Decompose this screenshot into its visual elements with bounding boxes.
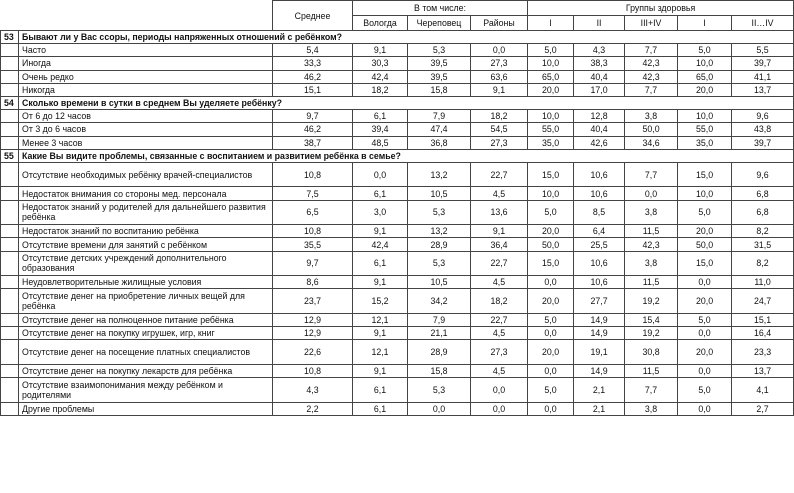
value-cell: 8,2	[732, 225, 794, 238]
answer-label: Недостаток знаний по воспитанию ребёнка	[19, 225, 273, 238]
value-cell: 15,0	[678, 162, 732, 187]
value-cell: 10,8	[273, 364, 353, 377]
value-cell: 28,9	[408, 340, 471, 365]
row-number-cell	[1, 110, 19, 123]
value-cell: 6,4	[574, 225, 625, 238]
value-cell: 19,2	[625, 327, 678, 340]
value-cell: 6,8	[732, 187, 794, 200]
value-cell: 8,2	[732, 251, 794, 276]
row-number-cell	[1, 314, 19, 327]
answer-row	[1, 289, 794, 314]
value-cell: 20,0	[678, 340, 732, 365]
value-cell: 50,0	[678, 238, 732, 251]
value-cell: 15,8	[408, 364, 471, 377]
answer-row	[1, 123, 794, 136]
value-cell: 34,2	[408, 289, 471, 314]
value-cell: 38,3	[574, 57, 625, 70]
value-cell: 0,0	[678, 327, 732, 340]
value-cell: 10,6	[574, 276, 625, 289]
row-number-cell	[1, 251, 19, 276]
value-cell: 23,3	[732, 340, 794, 365]
answer-row	[1, 110, 794, 123]
value-cell: 50,0	[625, 123, 678, 136]
answer-label: Отсутствие денег на приобретение личных вещей для ребёнка	[19, 289, 273, 314]
value-cell: 27,3	[471, 340, 528, 365]
value-cell: 0,0	[528, 402, 574, 415]
value-cell: 22,7	[471, 314, 528, 327]
question-number: 55	[1, 149, 19, 162]
value-cell: 27,3	[471, 57, 528, 70]
value-cell: 15,1	[273, 83, 353, 96]
value-cell: 41,1	[732, 70, 794, 83]
value-cell: 13,2	[408, 162, 471, 187]
value-cell: 5,5	[732, 44, 794, 57]
value-cell: 13,2	[408, 225, 471, 238]
value-cell: 4,3	[574, 44, 625, 57]
value-cell: 5,4	[273, 44, 353, 57]
answer-label: Отсутствие детских учреждений дополнительного образования	[19, 251, 273, 276]
answer-row	[1, 136, 794, 149]
answer-row	[1, 402, 794, 415]
value-cell: 15,2	[353, 289, 408, 314]
value-cell: 5,0	[528, 378, 574, 403]
row-number-cell	[1, 83, 19, 96]
value-cell: 46,2	[273, 70, 353, 83]
header-health-3-4: III+IV	[625, 16, 678, 31]
value-cell: 50,0	[528, 238, 574, 251]
value-cell: 7,7	[625, 44, 678, 57]
answer-label: Отсутствие времени для занятий с ребёнком	[19, 238, 273, 251]
value-cell: 10,5	[408, 276, 471, 289]
value-cell: 3,8	[625, 251, 678, 276]
value-cell: 3,8	[625, 200, 678, 225]
value-cell: 4,5	[471, 327, 528, 340]
value-cell: 65,0	[528, 70, 574, 83]
value-cell: 22,6	[273, 340, 353, 365]
value-cell: 10,6	[574, 251, 625, 276]
answer-label: От 6 до 12 часов	[19, 110, 273, 123]
answer-label: Иногда	[19, 57, 273, 70]
value-cell: 13,7	[732, 364, 794, 377]
value-cell: 30,3	[353, 57, 408, 70]
value-cell: 35,0	[528, 136, 574, 149]
value-cell: 12,1	[353, 314, 408, 327]
value-cell: 42,4	[353, 70, 408, 83]
value-cell: 22,7	[471, 251, 528, 276]
value-cell: 7,9	[408, 314, 471, 327]
value-cell: 2,1	[574, 402, 625, 415]
value-cell: 40,4	[574, 123, 625, 136]
value-cell: 6,1	[353, 378, 408, 403]
value-cell: 6,5	[273, 200, 353, 225]
value-cell: 12,8	[574, 110, 625, 123]
row-number-cell	[1, 327, 19, 340]
value-cell: 48,5	[353, 136, 408, 149]
value-cell: 10,6	[574, 162, 625, 187]
value-cell: 42,6	[574, 136, 625, 149]
value-cell: 10,6	[574, 187, 625, 200]
header-region-districts: Районы	[471, 16, 528, 31]
answer-label: Недостаток знаний у родителей для дальнейшего развития ребёнка	[19, 200, 273, 225]
row-number-cell	[1, 238, 19, 251]
answer-row	[1, 327, 794, 340]
value-cell: 4,1	[732, 378, 794, 403]
value-cell: 5,3	[408, 200, 471, 225]
value-cell: 10,0	[678, 187, 732, 200]
value-cell: 2,7	[732, 402, 794, 415]
row-number-cell	[1, 136, 19, 149]
header-health-groups: Группы здоровья	[528, 1, 794, 16]
value-cell: 11,5	[625, 225, 678, 238]
row-number-cell	[1, 187, 19, 200]
value-cell: 39,5	[408, 57, 471, 70]
value-cell: 20,0	[528, 83, 574, 96]
answer-label: Отсутствие денег на покупку игрушек, игр, книг	[19, 327, 273, 340]
value-cell: 35,0	[678, 136, 732, 149]
value-cell: 5,0	[528, 44, 574, 57]
value-cell: 9,6	[732, 162, 794, 187]
answer-row	[1, 251, 794, 276]
value-cell: 18,2	[353, 83, 408, 96]
answer-label: Отсутствие денег на посещение платных специалистов	[19, 340, 273, 365]
question-text: Бывают ли у Вас ссоры, периоды напряженных отношений с ребёнком?	[19, 31, 794, 44]
value-cell: 7,7	[625, 162, 678, 187]
question-number: 54	[1, 96, 19, 109]
header-health-1-b: I	[678, 16, 732, 31]
header-average: Среднее	[273, 1, 353, 31]
row-number-cell	[1, 123, 19, 136]
value-cell: 21,1	[408, 327, 471, 340]
value-cell: 4,5	[471, 276, 528, 289]
value-cell: 24,7	[732, 289, 794, 314]
value-cell: 10,8	[273, 162, 353, 187]
value-cell: 40,4	[574, 70, 625, 83]
row-number-cell	[1, 57, 19, 70]
value-cell: 22,7	[471, 162, 528, 187]
answer-label: Часто	[19, 44, 273, 57]
value-cell: 15,0	[528, 162, 574, 187]
row-number-cell	[1, 70, 19, 83]
value-cell: 31,5	[732, 238, 794, 251]
value-cell: 14,9	[574, 327, 625, 340]
value-cell: 0,0	[471, 378, 528, 403]
value-cell: 7,7	[625, 83, 678, 96]
value-cell: 27,3	[471, 136, 528, 149]
answer-label: Другие проблемы	[19, 402, 273, 415]
answer-row	[1, 44, 794, 57]
value-cell: 5,0	[528, 200, 574, 225]
answer-row	[1, 187, 794, 200]
value-cell: 6,8	[732, 200, 794, 225]
value-cell: 5,0	[678, 314, 732, 327]
value-cell: 0,0	[471, 402, 528, 415]
value-cell: 20,0	[678, 289, 732, 314]
value-cell: 5,3	[408, 44, 471, 57]
value-cell: 12,9	[273, 327, 353, 340]
value-cell: 9,1	[471, 83, 528, 96]
value-cell: 65,0	[678, 70, 732, 83]
value-cell: 46,2	[273, 123, 353, 136]
answer-row	[1, 364, 794, 377]
value-cell: 11,5	[625, 364, 678, 377]
value-cell: 13,6	[471, 200, 528, 225]
value-cell: 0,0	[678, 364, 732, 377]
value-cell: 12,9	[273, 314, 353, 327]
value-cell: 55,0	[678, 123, 732, 136]
value-cell: 10,0	[678, 57, 732, 70]
value-cell: 3,8	[625, 110, 678, 123]
value-cell: 15,0	[678, 251, 732, 276]
value-cell: 5,0	[678, 200, 732, 225]
question-number: 53	[1, 31, 19, 44]
value-cell: 2,2	[273, 402, 353, 415]
row-number-cell	[1, 289, 19, 314]
header-blank-cell	[1, 1, 273, 31]
value-cell: 39,7	[732, 136, 794, 149]
value-cell: 0,0	[471, 44, 528, 57]
answer-row	[1, 340, 794, 365]
value-cell: 4,3	[273, 378, 353, 403]
value-cell: 9,7	[273, 251, 353, 276]
value-cell: 15,1	[732, 314, 794, 327]
answer-label: Никогда	[19, 83, 273, 96]
value-cell: 17,0	[574, 83, 625, 96]
value-cell: 9,1	[471, 225, 528, 238]
value-cell: 2,1	[574, 378, 625, 403]
row-number-cell	[1, 276, 19, 289]
answer-row	[1, 314, 794, 327]
value-cell: 10,8	[273, 225, 353, 238]
value-cell: 3,8	[625, 402, 678, 415]
row-number-cell	[1, 340, 19, 365]
value-cell: 63,6	[471, 70, 528, 83]
value-cell: 33,3	[273, 57, 353, 70]
value-cell: 10,0	[528, 57, 574, 70]
value-cell: 11,5	[625, 276, 678, 289]
question-row	[1, 96, 794, 109]
value-cell: 7,5	[273, 187, 353, 200]
value-cell: 20,0	[528, 289, 574, 314]
header-health-2: II	[574, 16, 625, 31]
row-number-cell	[1, 364, 19, 377]
value-cell: 8,5	[574, 200, 625, 225]
value-cell: 9,1	[353, 44, 408, 57]
value-cell: 54,5	[471, 123, 528, 136]
question-text: Какие Вы видите проблемы, связанные с воспитанием и развитием ребёнка в семье?	[19, 149, 794, 162]
value-cell: 36,4	[471, 238, 528, 251]
value-cell: 30,8	[625, 340, 678, 365]
question-row	[1, 149, 794, 162]
value-cell: 38,7	[273, 136, 353, 149]
value-cell: 27,7	[574, 289, 625, 314]
row-number-cell	[1, 225, 19, 238]
value-cell: 39,4	[353, 123, 408, 136]
value-cell: 5,0	[528, 314, 574, 327]
value-cell: 9,1	[353, 225, 408, 238]
value-cell: 3,0	[353, 200, 408, 225]
row-number-cell	[1, 200, 19, 225]
value-cell: 14,9	[574, 364, 625, 377]
value-cell: 0,0	[528, 276, 574, 289]
row-number-cell	[1, 402, 19, 415]
answer-row	[1, 225, 794, 238]
value-cell: 4,5	[471, 364, 528, 377]
survey-table-body	[1, 1, 794, 416]
value-cell: 10,0	[678, 110, 732, 123]
value-cell: 9,7	[273, 110, 353, 123]
value-cell: 19,1	[574, 340, 625, 365]
value-cell: 20,0	[528, 340, 574, 365]
value-cell: 0,0	[678, 276, 732, 289]
value-cell: 39,5	[408, 70, 471, 83]
value-cell: 10,0	[528, 110, 574, 123]
value-cell: 4,5	[471, 187, 528, 200]
value-cell: 13,7	[732, 83, 794, 96]
value-cell: 42,4	[353, 238, 408, 251]
value-cell: 15,4	[625, 314, 678, 327]
value-cell: 18,2	[471, 110, 528, 123]
answer-label: Менее 3 часов	[19, 136, 273, 149]
value-cell: 9,6	[732, 110, 794, 123]
value-cell: 7,7	[625, 378, 678, 403]
value-cell: 43,8	[732, 123, 794, 136]
answer-label: Отсутствие взаимопонимания между ребёнком и родителями	[19, 378, 273, 403]
header-health-1: I	[528, 16, 574, 31]
value-cell: 23,7	[273, 289, 353, 314]
answer-row	[1, 276, 794, 289]
answer-row	[1, 162, 794, 187]
value-cell: 8,6	[273, 276, 353, 289]
value-cell: 6,1	[353, 187, 408, 200]
value-cell: 20,0	[528, 225, 574, 238]
answer-label: Отсутствие необходимых ребёнку врачей-специалистов	[19, 162, 273, 187]
value-cell: 0,0	[625, 187, 678, 200]
value-cell: 16,4	[732, 327, 794, 340]
value-cell: 10,0	[528, 187, 574, 200]
answer-row	[1, 238, 794, 251]
answer-row	[1, 200, 794, 225]
answer-row	[1, 83, 794, 96]
value-cell: 10,5	[408, 187, 471, 200]
value-cell: 12,1	[353, 340, 408, 365]
value-cell: 0,0	[353, 162, 408, 187]
value-cell: 15,0	[528, 251, 574, 276]
row-number-cell	[1, 162, 19, 187]
header-health-2-4: II…IV	[732, 16, 794, 31]
value-cell: 0,0	[678, 402, 732, 415]
value-cell: 25,5	[574, 238, 625, 251]
answer-row	[1, 378, 794, 403]
value-cell: 18,2	[471, 289, 528, 314]
value-cell: 36,8	[408, 136, 471, 149]
answer-label: Отсутствие денег на покупку лекарств для ребёнка	[19, 364, 273, 377]
value-cell: 47,4	[408, 123, 471, 136]
header-including: В том числе:	[353, 1, 528, 16]
header-region-vologda: Вологда	[353, 16, 408, 31]
value-cell: 6,1	[353, 110, 408, 123]
answer-label: Недостаток внимания со стороны мед. персонала	[19, 187, 273, 200]
value-cell: 14,9	[574, 314, 625, 327]
value-cell: 6,1	[353, 251, 408, 276]
question-row	[1, 31, 794, 44]
value-cell: 35,5	[273, 238, 353, 251]
value-cell: 9,1	[353, 364, 408, 377]
value-cell: 19,2	[625, 289, 678, 314]
header-region-cherepovets: Череповец	[408, 16, 471, 31]
row-number-cell	[1, 378, 19, 403]
value-cell: 20,0	[678, 83, 732, 96]
answer-row	[1, 57, 794, 70]
question-text: Сколько времени в сутки в среднем Вы уделяете ребёнку?	[19, 96, 794, 109]
value-cell: 0,0	[408, 402, 471, 415]
value-cell: 0,0	[528, 327, 574, 340]
value-cell: 28,9	[408, 238, 471, 251]
value-cell: 42,3	[625, 238, 678, 251]
value-cell: 6,1	[353, 402, 408, 415]
answer-label: Отсутствие денег на полноценное питание ребёнка	[19, 314, 273, 327]
value-cell: 34,6	[625, 136, 678, 149]
value-cell: 55,0	[528, 123, 574, 136]
value-cell: 9,1	[353, 276, 408, 289]
value-cell: 5,0	[678, 378, 732, 403]
value-cell: 15,8	[408, 83, 471, 96]
value-cell: 42,3	[625, 57, 678, 70]
value-cell: 5,3	[408, 378, 471, 403]
answer-label: Очень редко	[19, 70, 273, 83]
value-cell: 9,1	[353, 327, 408, 340]
answer-label: От 3 до 6 часов	[19, 123, 273, 136]
value-cell: 7,9	[408, 110, 471, 123]
value-cell: 5,0	[678, 44, 732, 57]
value-cell: 39,7	[732, 57, 794, 70]
answer-row	[1, 70, 794, 83]
value-cell: 0,0	[528, 364, 574, 377]
header-row-1	[1, 1, 794, 16]
value-cell: 20,0	[678, 225, 732, 238]
value-cell: 5,3	[408, 251, 471, 276]
row-number-cell	[1, 44, 19, 57]
answer-label: Неудовлетворительные жилищные условия	[19, 276, 273, 289]
value-cell: 42,3	[625, 70, 678, 83]
value-cell: 11,0	[732, 276, 794, 289]
